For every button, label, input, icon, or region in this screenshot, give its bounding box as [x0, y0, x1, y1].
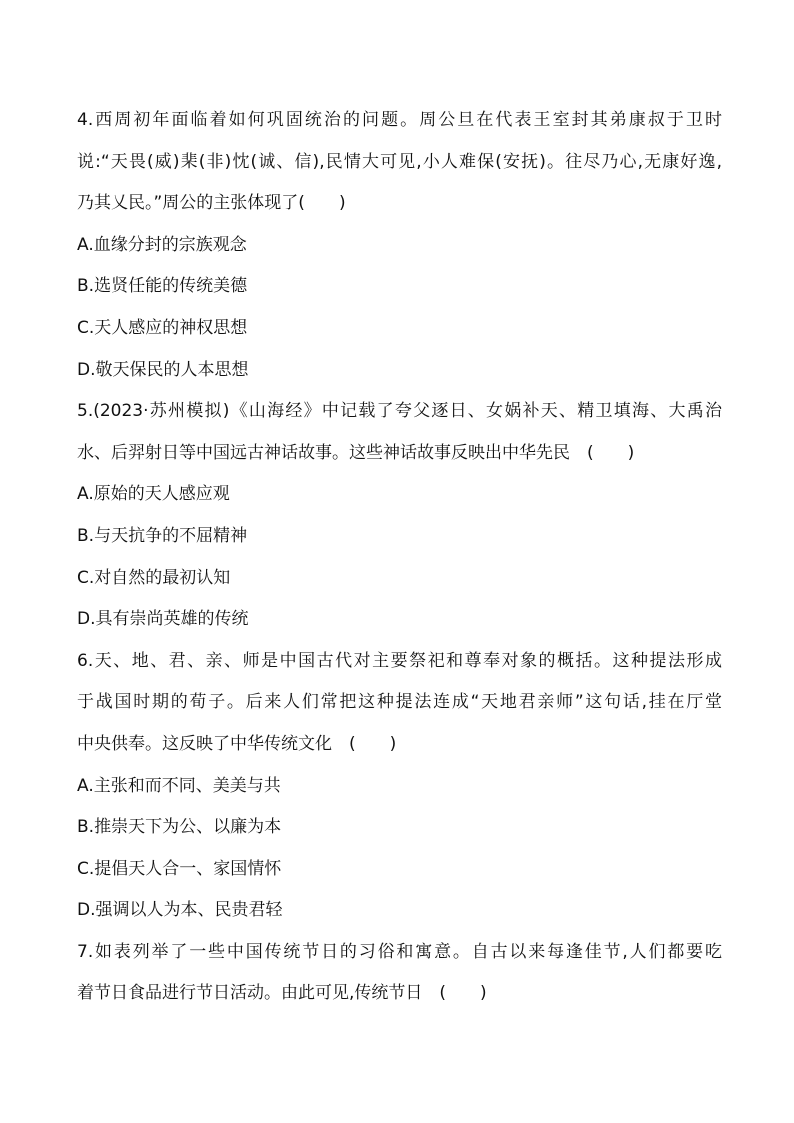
- option-c: C.提倡天人合一、家国情怀: [77, 858, 282, 879]
- question-stem-line: 说:“天畏(威)棐(非)忱(诚、信),民情大可见,小人难保(安抚)。往尽乃心,无康好逸,: [77, 151, 722, 172]
- option-b: B.选贤任能的传统美德: [77, 276, 248, 297]
- question-7: [77, 932, 722, 1015]
- question-4: [77, 100, 722, 391]
- option-c: C.天人感应的神权思想: [77, 317, 248, 338]
- option-b: B.推崇天下为公、以廉为本: [77, 817, 282, 838]
- question-stem-line: 乃其乂民。”周公的主张体现了( ): [77, 193, 346, 214]
- option-c: C.对自然的最初认知: [77, 567, 231, 588]
- question-stem-line: 5.(2023·苏州模拟)《山海经》中记载了夸父逐日、女娲补天、精卫填海、大禹治: [77, 401, 722, 422]
- option-a: A.原始的天人感应观: [77, 484, 230, 505]
- option-a: A.主张和而不同、美美与共: [77, 775, 281, 796]
- question-stem-line: 中央供奉。这反映了中华传统文化 ( ): [77, 733, 397, 754]
- question-6: [77, 641, 722, 932]
- option-a: A.血缘分封的宗族观念: [77, 234, 247, 255]
- document-page: [77, 100, 722, 1015]
- option-d: D.具有崇尚英雄的传统: [77, 609, 249, 630]
- option-b: B.与天抗争的不屈精神: [77, 525, 248, 546]
- question-stem-line: 4.西周初年面临着如何巩固统治的问题。周公旦在代表王室封其弟康叔于卫时: [77, 110, 722, 130]
- option-d: D.强调以人为本、民贵君轻: [77, 900, 283, 921]
- question-stem-line: 于战国时期的荀子。后来人们常把这种提法连成“天地君亲师”这句话,挂在厅堂: [77, 692, 722, 713]
- question-5: [77, 391, 722, 641]
- question-stem-line: 着节日食品进行节日活动。由此可见,传统节日 ( ): [77, 983, 487, 1004]
- option-d: D.敬天保民的人本思想: [77, 359, 249, 380]
- question-stem-line: 6.天、地、君、亲、师是中国古代对主要祭祀和尊奉对象的概括。这种提法形成: [77, 650, 722, 671]
- question-stem-line: 7.如表列举了一些中国传统节日的习俗和寓意。自古以来每逢佳节,人们都要吃: [77, 941, 722, 962]
- question-stem-line: 水、后羿射日等中国远古神话故事。这些神话故事反映出中华先民 ( ): [77, 442, 635, 463]
